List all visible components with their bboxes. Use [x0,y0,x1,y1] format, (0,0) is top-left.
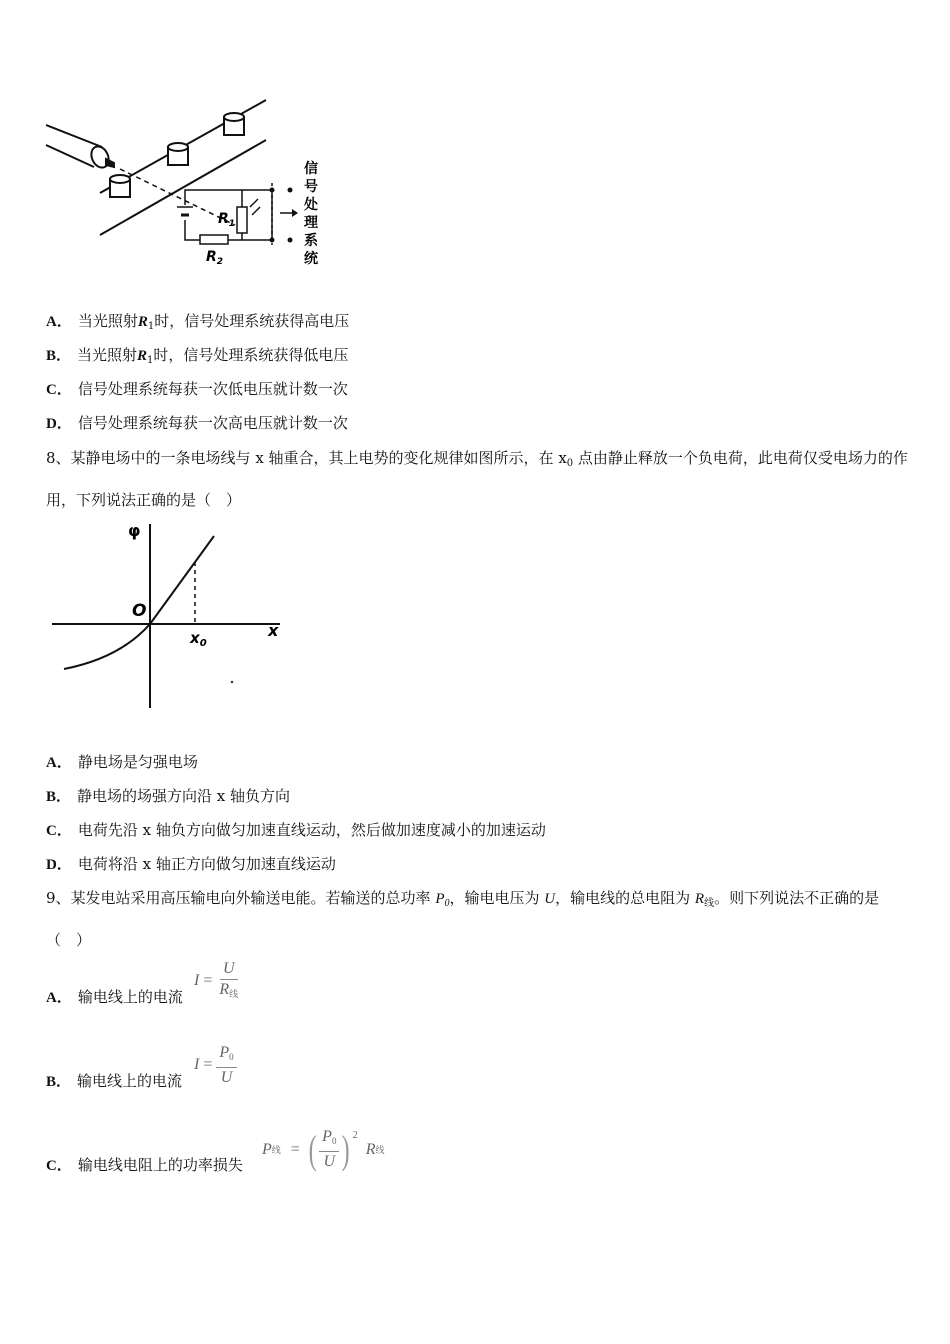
signal-system-label [303,160,319,267]
q7-option-b: B． 当光照射$R_1$时，信号处理系统获得低电压 [46,346,349,366]
arrow-icon [292,209,298,217]
x0-label: $x_0$ [190,629,207,649]
q9-formula-a: I = $\frac{U}{\text{R线}}$ [194,960,239,999]
object-cylinder [168,143,188,165]
potential-curve-negative [64,624,150,669]
q9-formula-b: I = $\frac{P0}{U}$ [194,1044,237,1087]
origin-label: O [132,601,147,621]
q8-option-d: D． 电荷将沿 x 轴正方向做匀加速直线运动 [46,855,336,873]
terminal-dot [288,188,293,193]
stray-dot [231,681,234,684]
q9-option-c: C． 输电线电阻上的功率损失 [46,1156,243,1174]
svg-text:统: 统 [304,251,318,267]
battery-symbol [177,207,193,215]
paren-left: ( [308,1126,317,1172]
svg-text:号: 号 [304,179,318,195]
x-axis-label: x [268,621,279,640]
potential-line-positive [150,536,214,624]
r2-label: $R_2$ [206,249,224,267]
light-source-tube [46,125,114,170]
q8-option-c: C． 电荷先沿 x 轴负方向做匀加速直线运动，然后做加速度减小的加速运动 [46,821,546,839]
q7-option-c: C． 信号处理系统每获一次低电压就计数一次 [46,380,348,398]
svg-text:信: 信 [304,161,318,177]
q8-stem: 8、某静电场中的一条电场线与 x 轴重合，其上电势的变化规律如图所示，在 $x_0$ 点由静止释放一个负电荷，此电荷仅受电场力的作用，下列说法正确的是（ ） [46,449,908,509]
terminal-dot [288,238,293,243]
q9-stem: 9、某发电站采用高压输电向外输送电能。若输送的总功率 $P_0$，输电电压为 U，输电线的总电阻为 $R_线$。则下列说法不正确的是（ ） [46,889,880,949]
conveyor-circuit-figure [40,95,340,275]
q9-option-a: A． 输电线上的电流 [46,988,183,1006]
q9-formula-c: P 线 = ( $\frac{P0}{U}$ ) 2 R 线 [262,1126,385,1172]
terminal-dot [270,188,275,193]
svg-text:系: 系 [304,233,318,249]
q7-option-d: D． 信号处理系统每获一次高电压就计数一次 [46,414,348,432]
q7-option-a: A． 当光照射$R_1$时，信号处理系统获得高电压 [46,312,350,332]
potential-graph [48,518,288,713]
svg-text:理: 理 [304,215,318,231]
phi-label: φ [128,521,141,540]
object-cylinder [224,113,244,135]
svg-text:处: 处 [304,197,318,213]
paren-right: ) [342,1126,351,1172]
q9-option-b: B． 输电线上的电流 [46,1072,183,1090]
circuit [185,183,292,245]
r1-label: $R_1$ [218,211,236,229]
terminal-dot [270,238,275,243]
q8-option-b: B． 静电场的场强方向沿 x 轴负方向 [46,787,291,805]
object-cylinder [110,175,130,197]
q8-option-a: A． 静电场是匀强电场 [46,753,198,771]
